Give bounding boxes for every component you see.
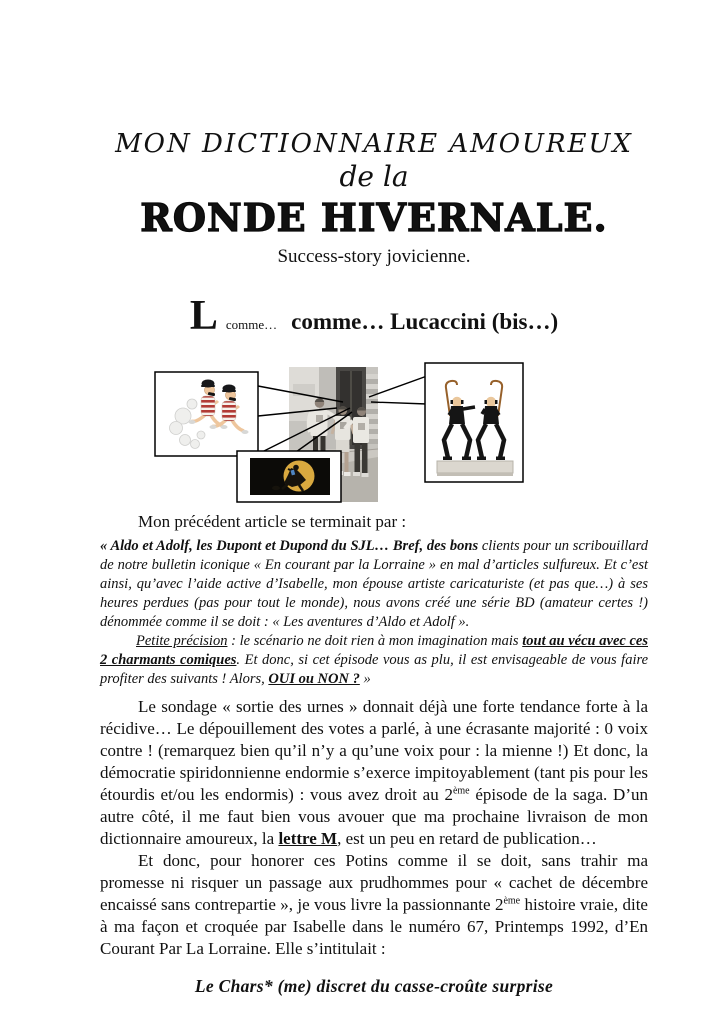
intro-line: Mon précédent article se terminait par : [138, 512, 407, 531]
quote-bold-underlined-1: tout au vécu avec ces 2 charmants comiques [100, 633, 648, 668]
page-title-line1: MON DICTIONNAIRE AMOUREUX [115, 129, 633, 159]
quote-text-segment: . Et donc, si cet épisode vous as plu, il est envisageable de vous faire profiter des suivants ! Alors, [100, 652, 649, 687]
quote-bold-underlined-2: OUI ou NON ? [268, 671, 360, 687]
page-subtitle: Success-story jovicienne. [277, 246, 471, 267]
section-heading [100, 292, 648, 340]
ordinal-superscript: ème [503, 895, 521, 907]
heading-small-text: comme… [225, 317, 278, 332]
ordinal-superscript: ème [452, 785, 470, 797]
paragraph-text: Le sondage « sortie des urnes » donnait déjà une forte tendance forte à la récidive… Le dépouillement des votes a parlé, à une écrasante majorité : 0 voix contre ! (remarquez bien qu’il n’y a qu’une voix pour : la mienne !) Et donc, la démocratie spiridonnienne endormie s’exerce impitoyablement (tant pis pour les étourdis et/ou les endormis) : vous avez droit au 2 [100, 697, 648, 804]
dupont-dupond-running-cartoon [155, 372, 258, 456]
page-title-line2: de la [339, 160, 409, 193]
quote-underlined-petite-precision: Petite précision [136, 633, 228, 649]
body-paragraph-2 [100, 850, 648, 960]
quote-block [100, 537, 648, 689]
body-paragraph-1 [100, 696, 648, 850]
quote-paragraph-2 [100, 632, 648, 689]
paragraph-text: histoire vraie, dite à ma façon et croquée par Isabelle dans le numéro 67, Printemps 1992, d’En Courant Par La Lorraine. Elle s’intitulait : [100, 895, 648, 958]
paragraph-text: Et donc, pour honorer ces Potins comme il se doit, sans trahir ma promesse ni risquer un passage aux prudhommes pour « cachet de décembre encaissé sans contrepartie », je vous livre la passionnante 2 [100, 851, 648, 914]
quote-closing-guillemet: » [359, 671, 371, 687]
quote-body-text: clients pour un scribouillard de notre bulletin iconique « En courant par la Lorraine » en mal d’articles sulfureux. Et c’est ainsi, qu’avec l’aide active d’Isabelle, mon épouse artiste caricaturiste (et pas que…) à ses heures perdues (pas pour tout le monde), nous avons créé une série BD (amateur certes !) dénommée comme il se doit : « Les aventures d’Aldo et Adolf ». [100, 538, 648, 630]
title-block [100, 129, 648, 268]
quote-bold-lead: « Aldo et Adolf, les Dupont et Dupond du SJL… Bref, des bons [100, 538, 482, 554]
paragraph-text: épisode de la saga. D’un autre côté, il me faut bien vous avouer que ma prochaine livraison de mon dictionnaire amoureux, la [100, 785, 648, 848]
paragraph-text: , est un peu en retard de publication… [337, 829, 597, 848]
figure-collage [100, 354, 648, 506]
figure-collage-svg [100, 354, 648, 506]
lettre-m-emphasis: lettre M [278, 829, 338, 848]
closing-title: Le Chars* (me) discret du casse-croûte surprise [194, 976, 554, 996]
page-content [100, 0, 648, 1015]
page-title-main: RONDE HIVERNALE. [140, 195, 608, 240]
tintin-spotlight-logo [237, 451, 341, 502]
heading-initial-letter: L [189, 293, 218, 339]
heading-main-text: comme… Lucaccini (bis…) [291, 309, 559, 334]
quote-paragraph-1 [100, 537, 648, 632]
dupont-dupond-figurines [425, 363, 523, 482]
quote-text-segment: : le scénario ne doit rien à mon imagination mais [227, 633, 523, 649]
